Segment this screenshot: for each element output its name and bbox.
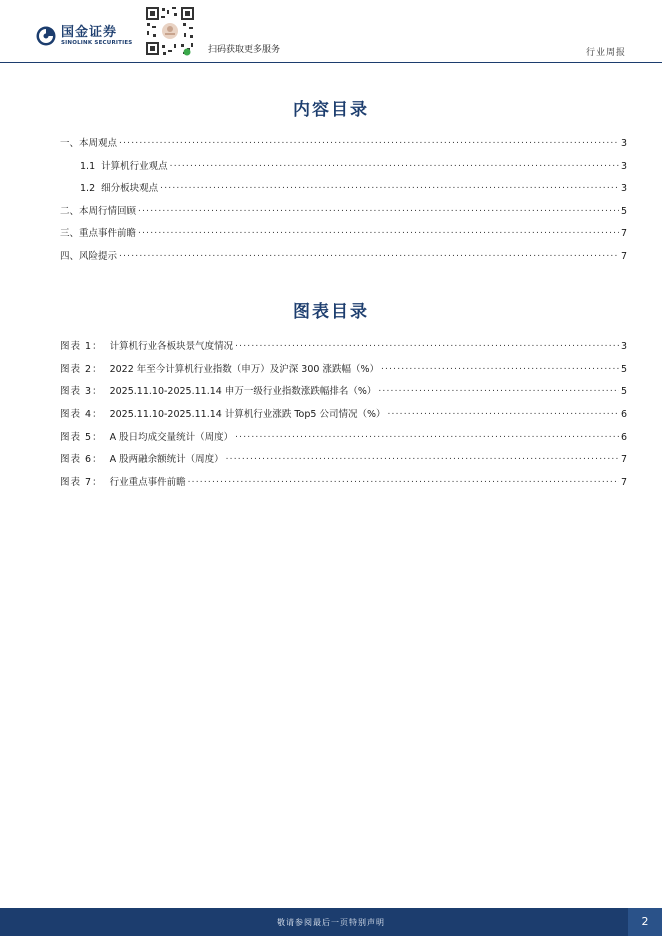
- toc-leader: [235, 430, 619, 443]
- toc-leader: [119, 136, 619, 149]
- footer-disclaimer: 敬请参阅最后一页特别声明: [277, 918, 385, 927]
- toc-item-label: 一、本周观点: [60, 138, 118, 149]
- figure-item-page: 6: [620, 432, 627, 443]
- figure-item[interactable]: 图表 5 ： A 股日均成交量统计（周度） ..... 6: [60, 429, 627, 443]
- toc-leader: [226, 452, 619, 465]
- toc-item-page: 5: [620, 206, 627, 217]
- figure-item-label: 计算机行业各板块景气度情况: [109, 341, 234, 352]
- figure-item-number: 图表 3: [60, 386, 93, 397]
- toc-item[interactable]: [60, 248, 627, 262]
- toc-item-label: 三、重点事件前瞻: [60, 228, 137, 239]
- figures-title: 图表目录: [293, 302, 369, 322]
- figure-item[interactable]: 图表 4 ： 2025.11.10-2025.11.14 计算机行业涨跌 Top5 公司情况（%） ..... 6: [60, 406, 627, 420]
- figure-item-number: 图表 6: [60, 454, 93, 465]
- toc-leader: [170, 159, 619, 172]
- toc-leader: [138, 204, 619, 217]
- toc-leader: [160, 181, 619, 194]
- toc-item[interactable]: [80, 158, 627, 172]
- figure-item-label: A 股两融余额统计（周度）: [109, 454, 224, 465]
- toc-item-label: 1.1 计算机行业观点: [80, 161, 168, 172]
- toc-item[interactable]: [60, 225, 627, 239]
- toc-item-label: 1.2 细分板块观点: [80, 183, 159, 194]
- figure-item-page: 5: [620, 364, 627, 375]
- toc-item-page: 3: [620, 161, 627, 172]
- toc-leader: [387, 407, 618, 420]
- toc-leader: [119, 249, 619, 262]
- figure-item-number: 图表 2: [60, 364, 93, 375]
- toc-item-page: 3: [620, 138, 627, 149]
- figure-item-page: 7: [620, 454, 627, 465]
- toc-leader: [235, 339, 619, 352]
- logo-name-en: SINOLINK SECURITIES: [61, 40, 133, 46]
- logo-name-cn: 国金证券: [61, 25, 118, 40]
- figure-item[interactable]: 图表 7 ： 行业重点事件前瞻 ..... 7: [60, 474, 627, 488]
- toc-leader: [378, 384, 619, 397]
- toc-item[interactable]: [80, 180, 627, 194]
- qr-code-icon[interactable]: [143, 4, 197, 58]
- figure-item-number: 图表 7: [60, 477, 93, 488]
- figure-item-page: 6: [620, 409, 627, 420]
- toc-item-page: 7: [620, 251, 627, 262]
- company-logo: [36, 26, 132, 47]
- page-number: 2: [628, 908, 662, 936]
- figure-item[interactable]: 图表 2 ： 2022 年至今计算机行业指数（申万）及沪深 300 涨跌幅（%） ..... 5: [60, 361, 627, 375]
- figure-item-number: 图表 4: [60, 409, 93, 420]
- figure-item-page: 7: [620, 477, 627, 488]
- toc-leader: [138, 226, 619, 239]
- figure-item-page: 5: [620, 386, 627, 397]
- figure-item-label: 2025.11.10-2025.11.14 计算机行业涨跌 Top5 公司情况（%）: [109, 409, 386, 420]
- toc-item-page: 3: [620, 183, 627, 194]
- page-header: [0, 0, 662, 64]
- figure-item-label: 2025.11.10-2025.11.14 申万一级行业指数涨跌幅排名（%）: [109, 386, 377, 397]
- qr-caption: 扫码获取更多服务: [208, 45, 281, 55]
- toc-item[interactable]: [60, 203, 627, 217]
- header-divider: [0, 62, 662, 63]
- figure-item-label: A 股日均成交量统计（周度）: [109, 432, 234, 443]
- toc-leader: [188, 475, 619, 488]
- toc-item[interactable]: [60, 135, 627, 149]
- toc-item-label: 四、风险提示: [60, 251, 118, 262]
- figure-item[interactable]: 图表 1 ： 计算机行业各板块景气度情况 ..... 3: [60, 338, 627, 352]
- toc-item-page: 7: [620, 228, 627, 239]
- toc-item-label: 二、本周行情回顾: [60, 206, 137, 217]
- figure-item[interactable]: 图表 6 ： A 股两融余额统计（周度） ..... 7: [60, 451, 627, 465]
- toc-leader: [381, 362, 619, 375]
- figure-item-number: 图表 1: [60, 341, 93, 352]
- figure-item-label: 行业重点事件前瞻: [109, 477, 186, 488]
- figure-item-label: 2022 年至今计算机行业指数（申万）及沪深 300 涨跌幅（%）: [109, 364, 379, 375]
- contents-title: 内容目录: [293, 100, 369, 120]
- figure-item-number: 图表 5: [60, 432, 93, 443]
- page-footer: [0, 908, 662, 936]
- figure-item-page: 3: [620, 341, 627, 352]
- sinolink-logo-icon: [36, 26, 56, 46]
- report-type-label: 行业周报: [585, 48, 626, 58]
- figure-item[interactable]: 图表 3 ： 2025.11.10-2025.11.14 申万一级行业指数涨跌幅排名（%） ..... 5: [60, 383, 627, 397]
